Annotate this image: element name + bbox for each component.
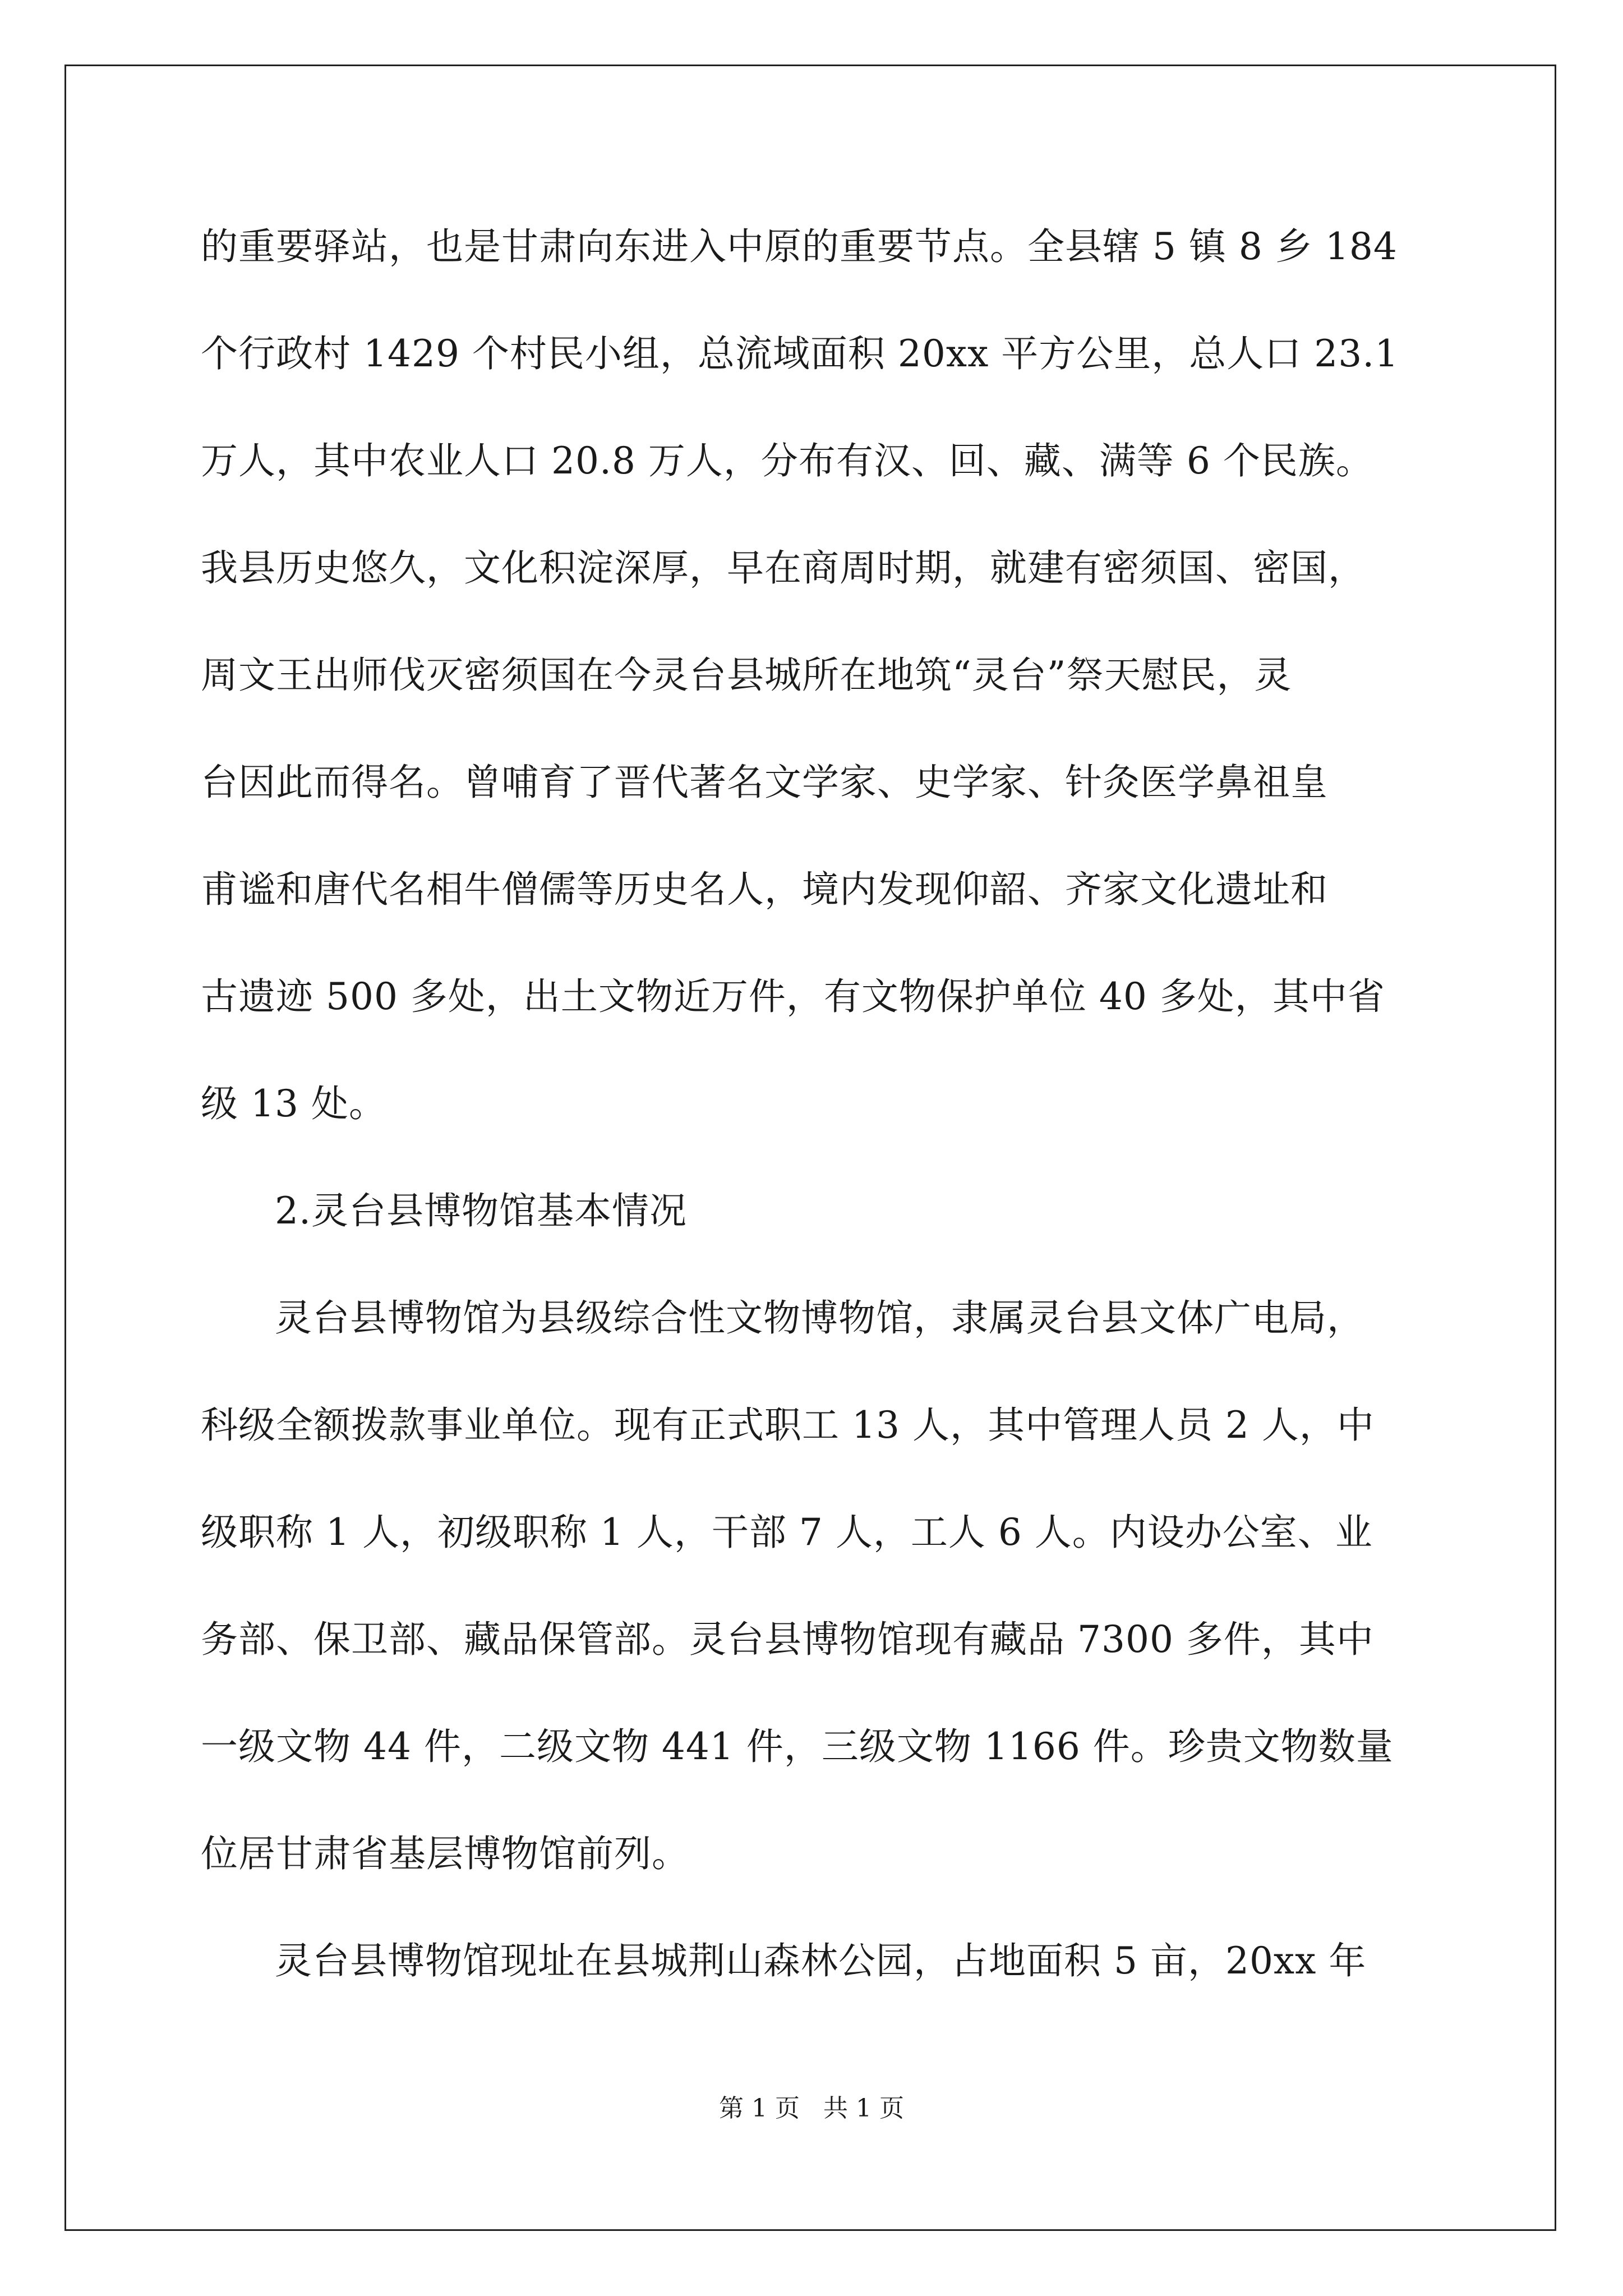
- body-text-line: 务部、保卫部、藏品保管部。灵台县博物馆现有藏品 7300 多件，其中: [201, 1618, 1374, 1661]
- section-heading: 2.灵台县博物馆基本情况: [275, 1189, 687, 1232]
- body-text-line: 科级全额拨款事业单位。现有正式职工 13 人，其中管理人员 2 人，中: [201, 1404, 1375, 1447]
- body-text-line: 的重要驿站，也是甘肃向东进入中原的重要节点。全县辖 5 镇 8 乡 184: [201, 225, 1398, 268]
- body-text-line: 古遗迹 500 多处，出土文物近万件，有文物保护单位 40 多处，其中省: [201, 975, 1385, 1018]
- body-text-line: 一级文物 44 件，二级文物 441 件，三级文物 1166 件。珍贵文物数量: [201, 1725, 1394, 1768]
- body-text-line: 台因此而得名。曾哺育了晋代著名文学家、史学家、针灸医学鼻祖皇: [201, 761, 1328, 804]
- body-text-line: 灵台县博物馆现址在县城荆山森林公园，占地面积 5 亩，20xx 年: [275, 1939, 1367, 1982]
- body-text-line: 个行政村 1429 个村民小组，总流域面积 20xx 平方公里，总人口 23.1: [201, 332, 1399, 375]
- body-text-line: 级职称 1 人，初级职称 1 人，干部 7 人，工人 6 人。内设办公室、业: [201, 1511, 1373, 1554]
- body-text-line: 级 13 处。: [201, 1082, 386, 1125]
- body-text-line: 灵台县博物馆为县级综合性文物博物馆，隶属灵台县文体广电局，: [275, 1296, 1364, 1340]
- body-text-line: 我县历史悠久，文化积淀深厚，早在商周时期，就建有密须国、密国，: [201, 546, 1366, 590]
- body-text-line: 甫谧和唐代名相牛僧儒等历史名人，境内发现仰韶、齐家文化遗址和: [201, 868, 1328, 911]
- page-footer: 第 1 页 共 1 页: [719, 2094, 904, 2123]
- page-border: [64, 65, 1556, 2231]
- body-text-line: 位居甘肃省基层博物馆前列。: [201, 1832, 689, 1875]
- body-text-line: 周文王出师伐灭密须国在今灵台县城所在地筑“灵台”祭天慰民，灵: [201, 654, 1292, 697]
- body-text-line: 万人，其中农业人口 20.8 万人，分布有汉、回、藏、满等 6 个民族。: [201, 439, 1373, 482]
